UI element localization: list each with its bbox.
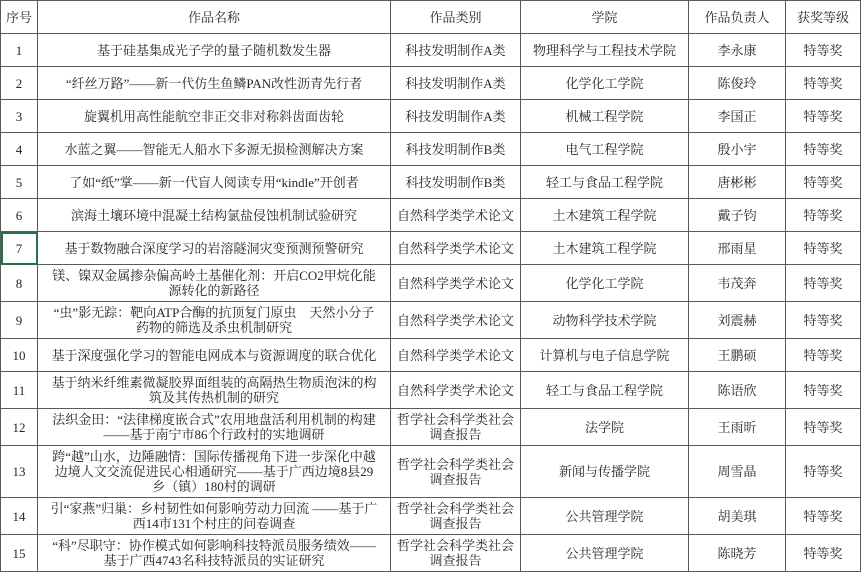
cell-award[interactable]: 特等奖	[786, 166, 861, 199]
cell-title[interactable]: 旋翼机用高性能航空非正交非对称斜齿面齿轮	[38, 100, 391, 133]
header-cell-college[interactable]: 学院	[521, 1, 689, 34]
header-cell-award[interactable]: 获奖等级	[786, 1, 861, 34]
cell-leader[interactable]: 李永康	[689, 34, 786, 67]
cell-leader[interactable]: 刘震赫	[689, 302, 786, 339]
cell-award[interactable]: 特等奖	[786, 265, 861, 302]
cell-college[interactable]: 公共管理学院	[521, 498, 689, 535]
cell-college[interactable]: 动物科学技术学院	[521, 302, 689, 339]
cell-category[interactable]: 自然科学类学术论文	[391, 372, 521, 409]
cell-title[interactable]: 基于数物融合深度学习的岩溶隧洞灾变预测预警研究	[38, 232, 391, 265]
table-row	[1, 199, 861, 232]
cell-award[interactable]: 特等奖	[786, 133, 861, 166]
table-row	[1, 34, 861, 67]
cell-category[interactable]: 科技发明制作B类	[391, 166, 521, 199]
cell-title[interactable]: 基于深度强化学习的智能电网成本与资源调度的联合优化	[38, 339, 391, 372]
table-row	[1, 166, 861, 199]
table-row	[1, 265, 861, 302]
cell-college[interactable]: 土木建筑工程学院	[521, 199, 689, 232]
cell-title[interactable]: 跨“越”山水，边陲融情：国际传播视角下进一步深化中越边境人文交流促进民心相通研究——基于广西边境8县29乡（镇）180村的调研	[38, 446, 391, 498]
table-row	[1, 498, 861, 535]
cell-category[interactable]: 科技发明制作A类	[391, 100, 521, 133]
cell-leader[interactable]: 胡美琪	[689, 498, 786, 535]
cell-title[interactable]: 基于纳米纤维素微凝胶界面组装的高隔热生物质泡沫的构筑及其传热机制的研究	[38, 372, 391, 409]
cell-title[interactable]: 法织金田：“法律梯度嵌合式”农用地盘活利用机制的构建——基于南宁市86个行政村的实地调研	[38, 409, 391, 446]
table-row	[1, 133, 861, 166]
cell-category[interactable]: 哲学社会科学类社会调查报告	[391, 409, 521, 446]
cell-title[interactable]: “科”尽职守：协作模式如何影响科技特派员服务绩效——基于广西4743名科技特派员的实证研究	[38, 535, 391, 572]
cell-award[interactable]: 特等奖	[786, 199, 861, 232]
cell-leader[interactable]: 唐彬彬	[689, 166, 786, 199]
cell-title[interactable]: 滨海土壤环境中混凝土结构氯盐侵蚀机制试验研究	[38, 199, 391, 232]
cell-category[interactable]: 哲学社会科学类社会调查报告	[391, 498, 521, 535]
cell-category[interactable]: 自然科学类学术论文	[391, 232, 521, 265]
cell-no[interactable]: 15	[1, 535, 38, 572]
cell-leader[interactable]: 韦茂奔	[689, 265, 786, 302]
table-row	[1, 409, 861, 446]
cell-title[interactable]: “纤丝万路”——新一代仿生鱼鳞PAN改性沥青先行者	[38, 67, 391, 100]
table-row	[1, 232, 861, 265]
cell-leader[interactable]: 殷小宇	[689, 133, 786, 166]
cell-category[interactable]: 科技发明制作A类	[391, 34, 521, 67]
cell-college[interactable]: 法学院	[521, 409, 689, 446]
cell-category[interactable]: 自然科学类学术论文	[391, 339, 521, 372]
cell-category[interactable]: 科技发明制作B类	[391, 133, 521, 166]
table-body	[1, 34, 861, 572]
cell-no[interactable]: 12	[1, 409, 38, 446]
cell-college[interactable]: 土木建筑工程学院	[521, 232, 689, 265]
table-header-row	[1, 1, 861, 34]
cell-award[interactable]: 特等奖	[786, 372, 861, 409]
cell-college[interactable]: 物理科学与工程技术学院	[521, 34, 689, 67]
table-row	[1, 446, 861, 498]
header-cell-title[interactable]: 作品名称	[38, 1, 391, 34]
cell-leader[interactable]: 李国正	[689, 100, 786, 133]
cell-title[interactable]: 基于硅基集成光子学的量子随机数发生器	[38, 34, 391, 67]
cell-award[interactable]: 特等奖	[786, 339, 861, 372]
cell-no[interactable]: 4	[1, 133, 38, 166]
header-cell-no[interactable]: 序号	[1, 1, 38, 34]
cell-leader[interactable]: 陈晓芳	[689, 535, 786, 572]
cell-no-selected[interactable]: 7	[1, 232, 38, 265]
header-cell-leader[interactable]: 作品负责人	[689, 1, 786, 34]
cell-college[interactable]: 新闻与传播学院	[521, 446, 689, 498]
cell-category[interactable]: 自然科学类学术论文	[391, 199, 521, 232]
cell-category[interactable]: 哲学社会科学类社会调查报告	[391, 535, 521, 572]
cell-award[interactable]: 特等奖	[786, 498, 861, 535]
cell-no[interactable]: 2	[1, 67, 38, 100]
cell-title[interactable]: 了如“纸”掌——新一代盲人阅读专用“kindle”开创者	[38, 166, 391, 199]
cell-leader[interactable]: 戴子钧	[689, 199, 786, 232]
table-row	[1, 372, 861, 409]
cell-title[interactable]: “虫”影无踪：靶向ATP合酶的抗顶复门原虫 天然小分子药物的筛选及杀虫机制研究	[38, 302, 391, 339]
cell-no[interactable]: 6	[1, 199, 38, 232]
cell-no[interactable]: 10	[1, 339, 38, 372]
header-cell-category[interactable]: 作品类别	[391, 1, 521, 34]
table-row	[1, 67, 861, 100]
cell-no[interactable]: 1	[1, 34, 38, 67]
cell-leader[interactable]: 王鹏硕	[689, 339, 786, 372]
cell-college[interactable]: 公共管理学院	[521, 535, 689, 572]
cell-award[interactable]: 特等奖	[786, 535, 861, 572]
cell-category[interactable]: 自然科学类学术论文	[391, 302, 521, 339]
cell-college[interactable]: 化学化工学院	[521, 265, 689, 302]
cell-college[interactable]: 轻工与食品工程学院	[521, 166, 689, 199]
cell-award[interactable]: 特等奖	[786, 34, 861, 67]
cell-award[interactable]: 特等奖	[786, 232, 861, 265]
cell-college[interactable]: 机械工程学院	[521, 100, 689, 133]
table-row	[1, 100, 861, 133]
cell-no[interactable]: 13	[1, 446, 38, 498]
cell-college[interactable]: 化学化工学院	[521, 67, 689, 100]
cell-no[interactable]: 8	[1, 265, 38, 302]
cell-award[interactable]: 特等奖	[786, 302, 861, 339]
cell-leader[interactable]: 陈语欣	[689, 372, 786, 409]
cell-title[interactable]: 镁、镍双金属掺杂偏高岭土基催化剂：开启CO2甲烷化能源转化的新路径	[38, 265, 391, 302]
cell-award[interactable]: 特等奖	[786, 67, 861, 100]
cell-no[interactable]: 3	[1, 100, 38, 133]
cell-award[interactable]: 特等奖	[786, 446, 861, 498]
cell-no[interactable]: 14	[1, 498, 38, 535]
cell-no[interactable]: 11	[1, 372, 38, 409]
cell-category[interactable]: 科技发明制作A类	[391, 67, 521, 100]
cell-leader[interactable]: 陈俊玲	[689, 67, 786, 100]
table-row	[1, 339, 861, 372]
cell-college[interactable]: 计算机与电子信息学院	[521, 339, 689, 372]
table-row	[1, 302, 861, 339]
cell-award[interactable]: 特等奖	[786, 409, 861, 446]
cell-title[interactable]: 引“家燕”归巢：乡村韧性如何影响劳动力回流 ——基于广西14市131个村庄的问卷调查	[38, 498, 391, 535]
cell-college[interactable]: 电气工程学院	[521, 133, 689, 166]
cell-leader[interactable]: 王雨昕	[689, 409, 786, 446]
cell-title[interactable]: 水蓝之翼——智能无人船水下多源无损检测解决方案	[38, 133, 391, 166]
table-row	[1, 535, 861, 572]
cell-no[interactable]: 9	[1, 302, 38, 339]
cell-college[interactable]: 轻工与食品工程学院	[521, 372, 689, 409]
cell-no[interactable]: 5	[1, 166, 38, 199]
cell-category[interactable]: 哲学社会科学类社会调查报告	[391, 446, 521, 498]
cell-leader[interactable]: 周雪晶	[689, 446, 786, 498]
cell-award[interactable]: 特等奖	[786, 100, 861, 133]
cell-leader[interactable]: 邢雨星	[689, 232, 786, 265]
cell-category[interactable]: 自然科学类学术论文	[391, 265, 521, 302]
